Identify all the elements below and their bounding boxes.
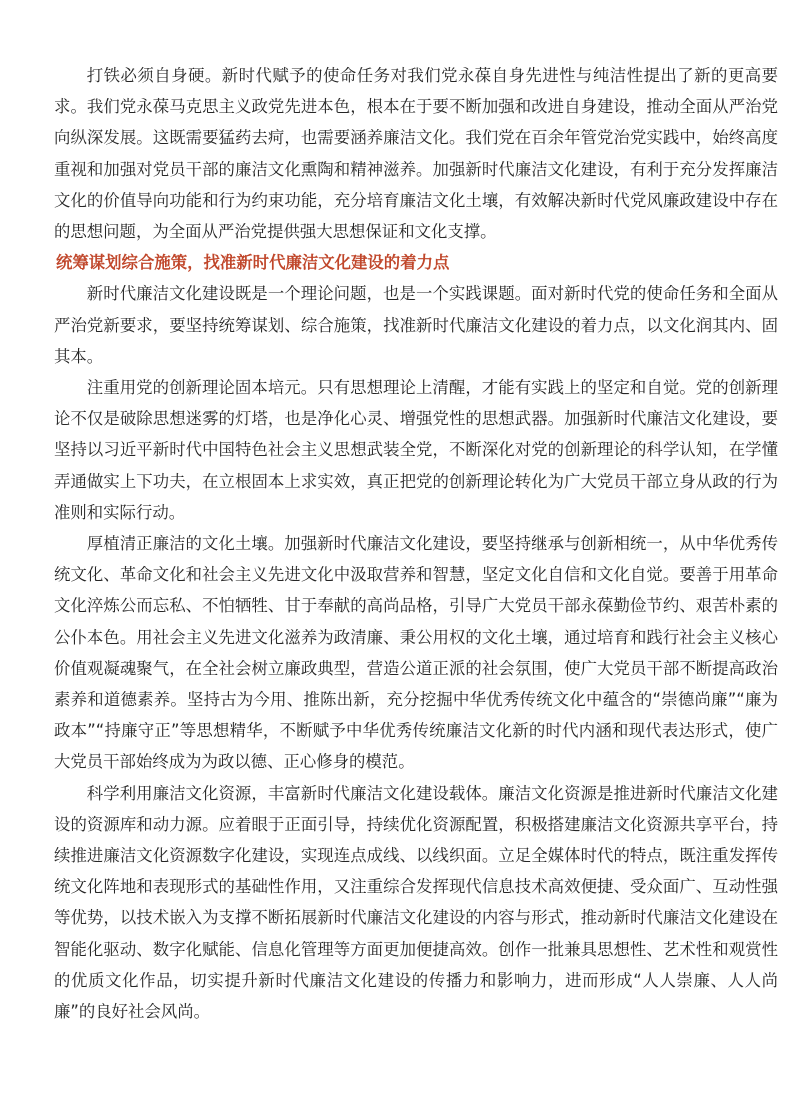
paragraph-theory: 注重用党的创新理论固本培元。只有思想理论上清醒，才能有实践上的坚定和自觉。党的创新理论不仅是破除思想迷雾的灯塔，也是净化心灵、增强党性的思想武器。加强新时代廉洁文化建设，要坚持以习近平新时代中国特色社会主义思想武装全党，不断深化对党的创新理论的科学认知，在学懂弄通做实上下功夫，在立根固本上求实效，真正把党的创新理论转化为广大党员干部立身从政的行为准则和实际行动。 — [54, 378, 778, 522]
paragraph-intro: 打铁必须自身硬。新时代赋予的使命任务对我们党永葆自身先进性与纯洁性提出了新的更高要求。我们党永葆马克思主义政党先进本色，根本在于要不断加强和改进自身建设，推动全面从严治党向纵深发展。这既需要猛药去疴，也需要涵养廉洁文化。我们党在百余年管党治党实践中，始终高度重视和加强对党员干部的廉洁文化熏陶和精神滋养。加强新时代廉洁文化建设，有利于充分发挥廉洁文化的价值导向功能和行为约束功能，充分培育廉洁文化土壤，有效解决新时代党风廉政建设中存在的思想问题，为全面从严治党提供强大思想保证和文化支撑。 — [54, 66, 778, 242]
paragraph-overview: 新时代廉洁文化建设既是一个理论问题，也是一个实践课题。面对新时代党的使命任务和全面从严治党新要求，要坚持统筹谋划、综合施策，找准新时代廉洁文化建设的着力点，以文化润其内、固其本。 — [54, 284, 778, 366]
paragraph-resources: 科学利用廉洁文化资源，丰富新时代廉洁文化建设载体。廉洁文化资源是推进新时代廉洁文化建设的资源库和动力源。应着眼于正面引导，持续优化资源配置，积极搭建廉洁文化资源共享平台，持续推进廉洁文化资源数字化建设，实现连点成线、以线织面。立足全媒体时代的特点，既注重发挥传统文化阵地和表现形式的基础性作用，又注重综合发挥现代信息技术高效便捷、受众面广、互动性强等优势，以技术嵌入为支撑不断拓展新时代廉洁文化建设的内容与形式，推动新时代廉洁文化建设在智能化驱动、数字化赋能、信息化管理等方面更加便捷高效。创作一批兼具思想性、艺术性和观赏性的优质文化作品，切实提升新时代廉洁文化建设的传播力和影响力，进而形成“人人崇廉、人人尚廉”的良好社会风尚。 — [54, 783, 778, 1022]
article-body — [54, 60, 778, 1027]
paragraph-culture-soil: 厚植清正廉洁的文化土壤。加强新时代廉洁文化建设，要坚持继承与创新相统一，从中华优秀传统文化、革命文化和社会主义先进文化中汲取营养和智慧，坚定文化自信和文化自觉。要善于用革命文化淬炼公而忘私、不怕牺牲、甘于奉献的高尚品格，引导广大党员干部永葆勤俭节约、艰苦朴素的公仆本色。用社会主义先进文化滋养为政清廉、秉公用权的文化土壤，通过培育和践行社会主义核心价值观凝魂聚气，在全社会树立廉政典型，营造公道正派的社会氛围，使广大党员干部不断提高政治素养和道德素养。坚持古为今用、推陈出新，充分挖掘中华优秀传统文化中蕴含的“崇德尚廉”“廉为政本”“持廉守正”等思想精华，不断赋予中华优秀传统廉洁文化新的时代内涵和现代表达形式，使广大党员干部始终成为为政以德、正心修身的模范。 — [54, 534, 778, 772]
section-heading: 统筹谋划综合施策，找准新时代廉洁文化建设的着力点 — [56, 253, 450, 273]
